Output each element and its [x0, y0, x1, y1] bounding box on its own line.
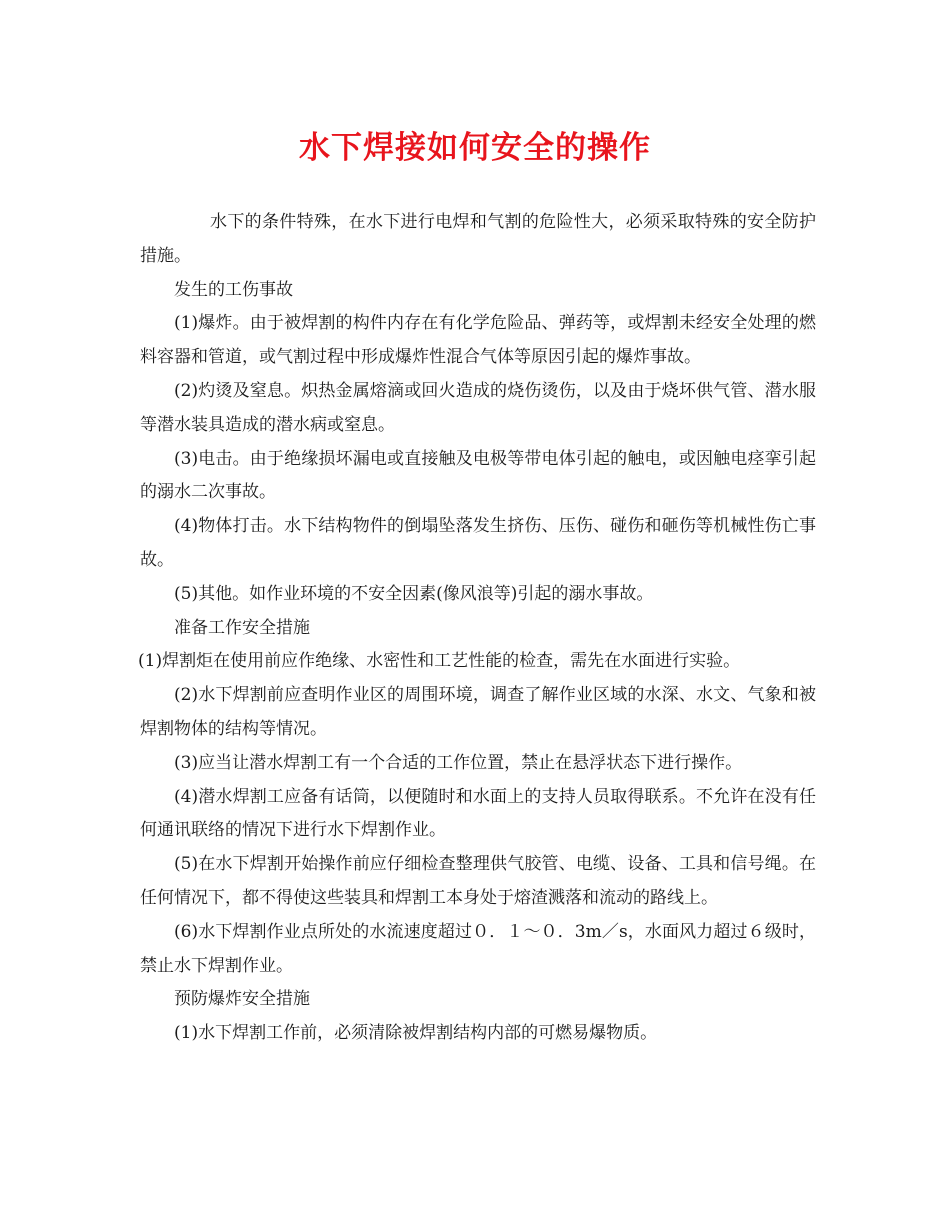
document-body	[140, 206, 816, 1051]
paragraph: (4)潜水焊割工应备有话筒，以便随时和水面上的支持人员取得联系。不允许在没有任何通讯联络的情况下进行水下焊割作业。	[140, 786, 816, 841]
paragraph: (3)应当让潜水焊割工有一个合适的工作位置，禁止在悬浮状态下进行操作。	[174, 752, 743, 773]
paragraph: (4)物体打击。水下结构物件的倒塌坠落发生挤伤、压伤、碰伤和砸伤等机械性伤亡事故。	[140, 516, 816, 570]
section-heading-accidents: 发生的工伤事故	[174, 279, 293, 300]
paragraph: (6)水下焊割作业点所处的水流速度超过０．１～０．3m／s，水面风力超过６级时，禁止水下焊割作业。	[140, 921, 816, 976]
paragraph: (1)焊割炬在使用前应作绝缘、水密性和工艺性能的检查，需先在水面进行实验。	[138, 651, 741, 672]
section-heading-preparation: 准备工作安全措施	[174, 617, 310, 638]
paragraph: (5)在水下焊割开始操作前应仔细检查整理供气胶管、电缆、设备、工具和信号绳。在任何情况下，都不得使这些装具和焊割工本身处于熔渣溅落和流动的路线上。	[140, 854, 816, 908]
paragraph: (1)爆炸。由于被焊割的构件内存在有化学危险品、弹药等，或焊割未经安全处理的燃料容器和管道，或气割过程中形成爆炸性混合气体等原因引起的爆炸事故。	[140, 313, 816, 368]
section-heading-explosion: 预防爆炸安全措施	[174, 989, 310, 1010]
paragraph: (1)水下焊割工作前，必须清除被焊割结构内部的可燃易爆物质。	[174, 1023, 658, 1044]
paragraph: (3)电击。由于绝缘损坏漏电或直接触及电极等带电体引起的触电，或因触电痉挛引起的溺水二次事故。	[140, 448, 816, 503]
paragraph: (2)灼烫及窒息。炽热金属熔滴或回火造成的烧伤烫伤，以及由于烧坏供气管、潜水服等潜水装具造成的潜水病或窒息。	[140, 380, 816, 435]
document-title: 水下焊接如何安全的操作	[299, 130, 651, 166]
intro-paragraph: 水下的条件特殊，在水下进行电焊和气割的危险性大，必须采取特殊的安全防护措施。	[140, 212, 816, 266]
paragraph: (2)水下焊割前应查明作业区的周围环境，调查了解作业区域的水深、水文、气象和被焊割物体的结构等情况。	[140, 685, 816, 739]
paragraph: (5)其他。如作业环境的不安全因素(像风浪等)引起的溺水事故。	[174, 583, 654, 604]
